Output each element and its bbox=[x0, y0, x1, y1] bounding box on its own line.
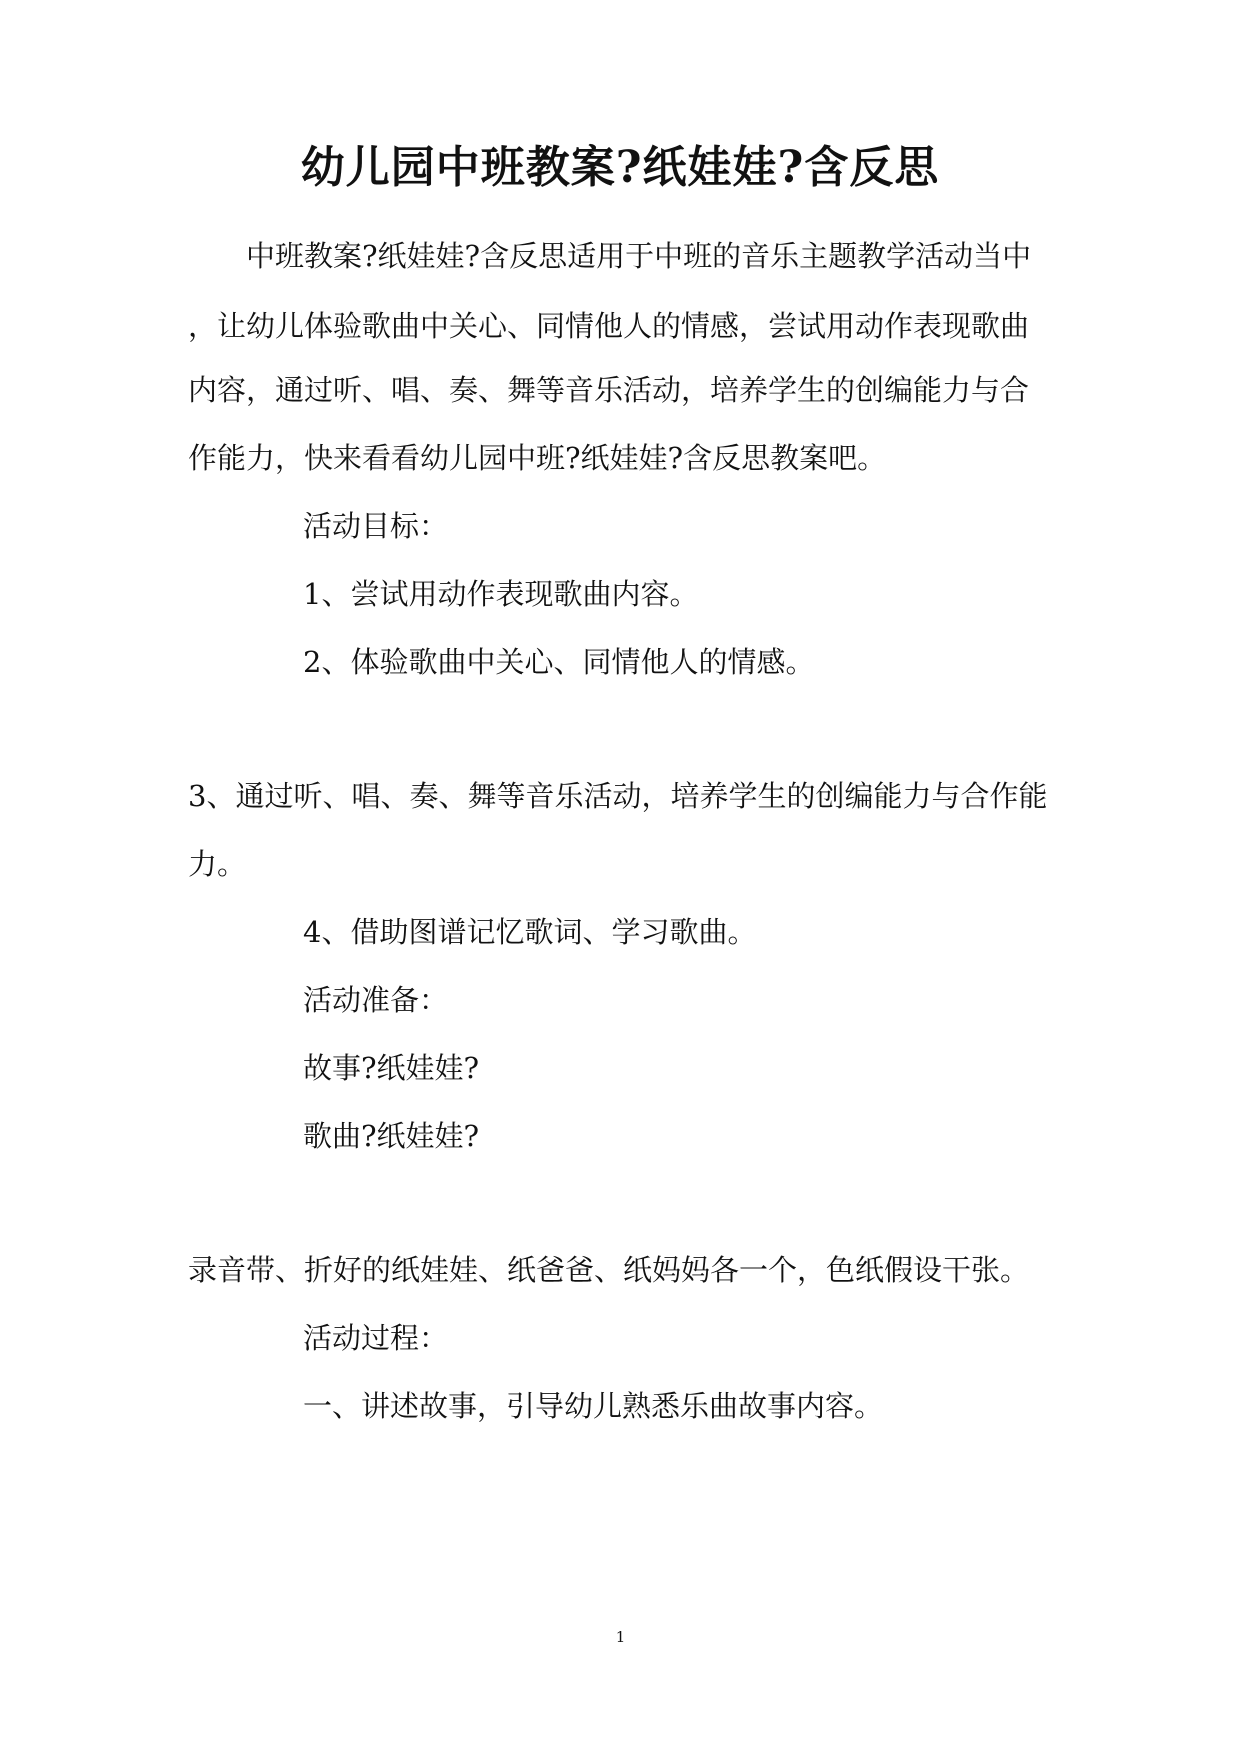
goal-item-3-line-1: 3、通过听、唱、奏、舞等音乐活动，培养学生的创编能力与合作能 bbox=[188, 779, 1048, 813]
prep-item-2: 歌曲?纸娃娃? bbox=[303, 1119, 480, 1153]
goal-item-1: 1、尝试用动作表现歌曲内容。 bbox=[303, 577, 699, 611]
goal-item-4: 4、借助图谱记忆歌词、学习歌曲。 bbox=[303, 915, 757, 949]
goal-item-2: 2、体验歌曲中关心、同情他人的情感。 bbox=[303, 645, 815, 679]
document-title: 幼儿园中班教案?纸娃娃?含反思 bbox=[300, 142, 940, 193]
intro-line-4: 作能力，快来看看幼儿园中班?纸娃娃?含反思教案吧。 bbox=[188, 441, 887, 475]
prep-heading: 活动准备： bbox=[303, 983, 449, 1017]
process-heading: 活动过程： bbox=[303, 1321, 449, 1355]
process-item-1: 一、讲述故事，引导幼儿熟悉乐曲故事内容。 bbox=[303, 1389, 884, 1423]
page-number: 1 bbox=[615, 1628, 626, 1646]
prep-item-1: 故事?纸娃娃? bbox=[303, 1051, 480, 1085]
prep-item-3: 录音带、折好的纸娃娃、纸爸爸、纸妈妈各一个，色纸假设干张。 bbox=[188, 1253, 1030, 1287]
intro-line-1: 中班教案?纸娃娃?含反思适用于中班的音乐主题教学活动当中 bbox=[246, 239, 1032, 273]
goals-heading: 活动目标： bbox=[303, 509, 449, 543]
intro-line-2: ，让幼儿体验歌曲中关心、同情他人的情感，尝试用动作表现歌曲 bbox=[188, 309, 1030, 343]
goal-item-3-line-2: 力。 bbox=[188, 847, 247, 881]
intro-line-3: 内容，通过听、唱、奏、舞等音乐活动，培养学生的创编能力与合 bbox=[188, 373, 1030, 407]
